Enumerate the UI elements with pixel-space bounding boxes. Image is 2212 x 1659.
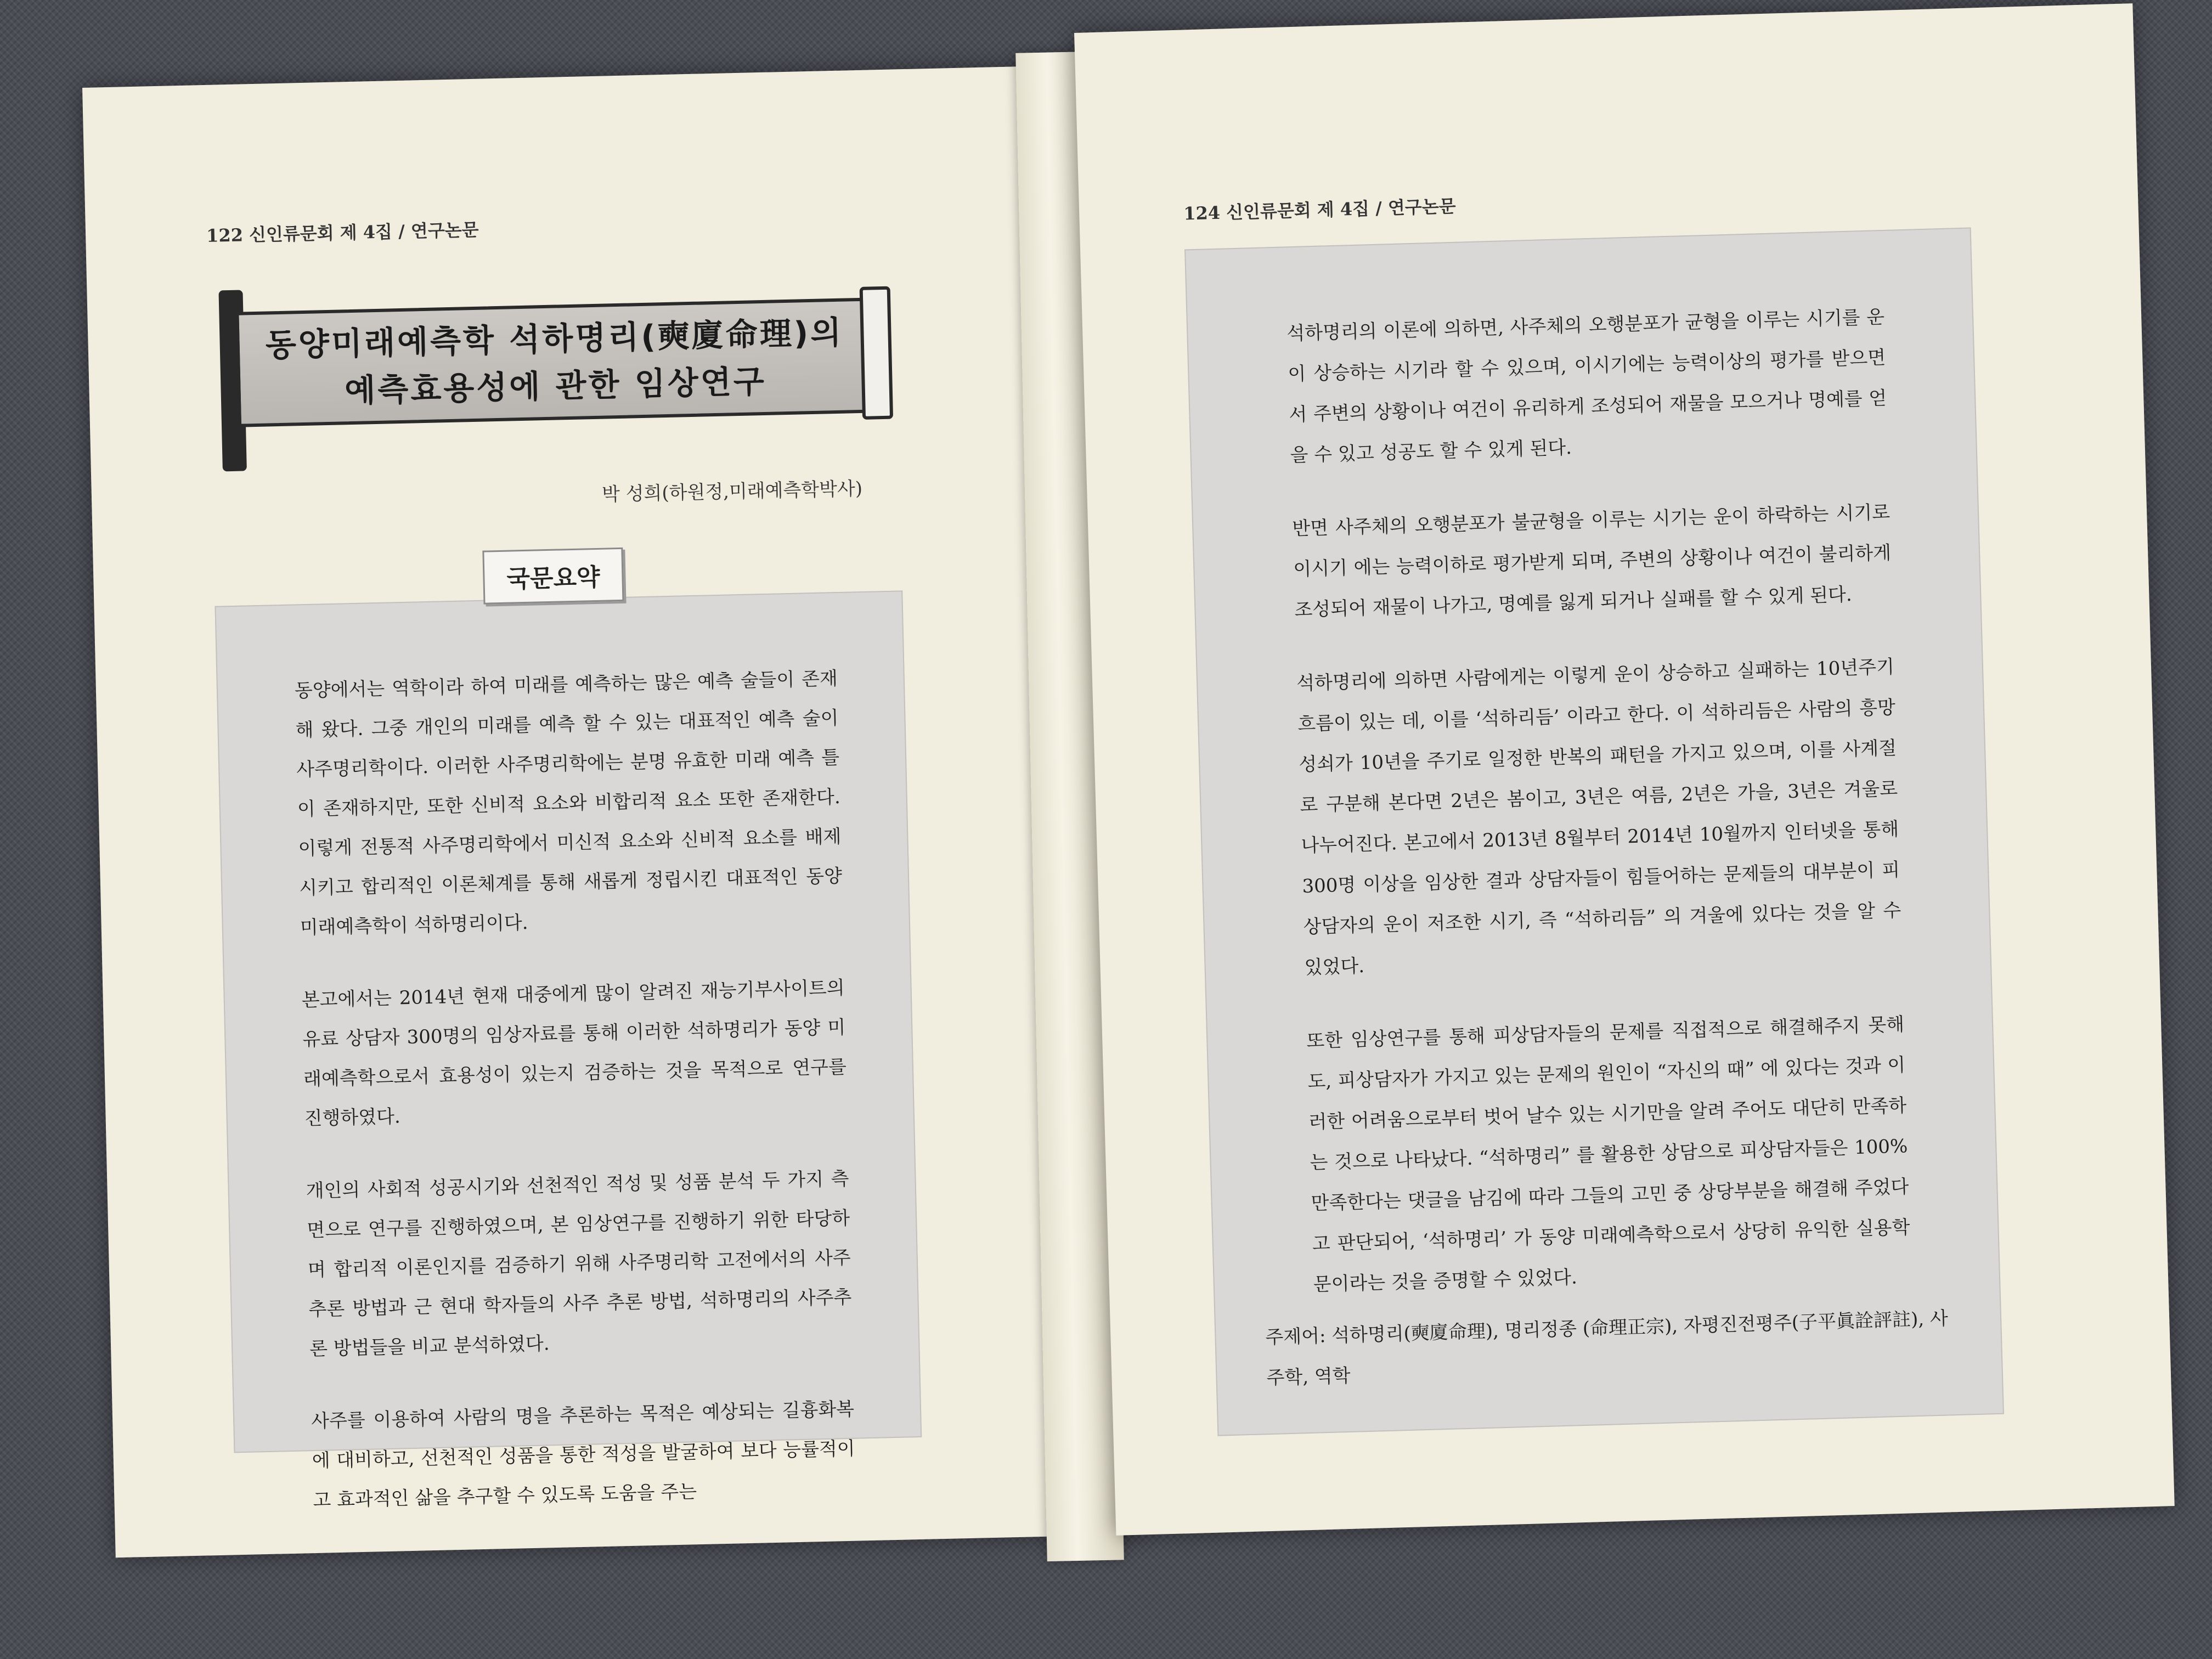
title-line-1: 동양미래예측학 석하명리(奭廈命理)의 (265, 313, 844, 364)
title-line-2: 예측효용성에 관한 임상연구 (344, 362, 767, 410)
page-header-right: 124 신인류문회 제 4집 / 연구논문 (1183, 195, 1457, 224)
summary-paragraph-3: 석하명리에 의하면 사람에게는 이렇게 운이 상승하고 실패하는 10년주기 흐름이 있는 데, 이를 ‘석하리듬’ 이라고 한다. 이 석하리듬은 사람의 흥망성쇠가 10년을 주기로 일정한 반복의 패턴을 가지고 있으며, 이를 사계절로 구분해 본다면 2년은 봄이고, 3년은 여름, 2년은 가을, 3년은 겨울로 나누어진다. 본고에서 2013년 8월부터 2014년 10월까지 인터넷을 통해 300명 이상을 임상한 결과 상담자들이 힘들어하는 문제들의 대부분이 피상담자의 운이 저조한 시기, 즉 “석하리듬” 의 겨울에 있다는 것을 알 수 있었다. (1296, 656, 1901, 979)
summary-paragraph-1: 석하명리의 이론에 의하면, 사주체의 오행분포가 균형을 이루는 시기를 운이 상승하는 시기라 할 수 있으며, 이시기에는 능력이상의 평가를 받으면서 주변의 상황이나 여건이 유리하게 조성되어 재물을 모으거나 명예를 얻을 수 있고 성공도 할 수 있게 된다. (1286, 306, 1887, 467)
abstract-paragraph-3: 개인의 사회적 성공시기와 선천적인 적성 및 성품 분석 두 가지 측면으로 연구를 진행하였으며, 본 임상연구를 진행하기 위한 타당하며 합리적 이론인지를 검증하기 위해 사주명리학 고전에서의 사주추론 방법과 근 현대 학자들의 사주 추론 방법, 석하명리의 사주추론 방법들을 비교 분석하였다. (306, 1167, 852, 1361)
keywords-line: 주제어: 석하명리(奭廈命理), 명리정종 (命理正宗), 자평진전평주(子平眞詮評註), 사주학, 역학 (1265, 1307, 1949, 1390)
summary-paragraph-4: 또한 임상연구를 통해 피상담자들의 문제를 직접적으로 해결해주지 못해도, 피상담자가 가지고 있는 문제의 원인이 “자신의 때” 에 있다는 것과 이러한 어려움으로부터 벗어 날수 있는 시기만을 알려 주어도 대단히 만족하는 것으로 나타났다. “석하명리” 를 활용한 상담으로 피상담자들은 100% 만족한다는 댓글을 남김에 따라 그들의 고민 중 상당부분을 해결해 주었다고 판단되어, ‘석하명리’ 가 동양 미래예측학으로서 상당히 유익한 실용학문이라는 것을 증명할 수 있었다. (1306, 1013, 1910, 1296)
scroll-rod-right (860, 286, 893, 420)
right-book-page (1074, 3, 2175, 1536)
title-banner (235, 297, 874, 427)
abstract-paragraph-1: 동양에서는 역학이라 하여 미래를 예측하는 많은 예측 술들이 존재해 왔다. 그중 개인의 미래를 예측 할 수 있는 대표적인 예측 술이 사주명리학이다. 이러한 사주명리학에는 분명 유효한 미래 예측 틀이 존재하지만, 또한 신비적 요소와 비합리적 요소 또한 존재한다. 이렇게 전통적 사주명리학에서 미신적 요소와 신비적 요소를 배제시키고 합리적인 이론체계를 통해 새롭게 정립시킨 대표적인 동양 미래예측학이 석하명리이다. (294, 668, 843, 939)
abstract-paragraph-2: 본고에서는 2014년 현재 대중에게 많이 알려진 재능기부사이트의 유료 상담자 300명의 임상자료를 통해 이러한 석하명리가 동양 미래예측학으로서 효용성이 있는지 검증하는 것을 목적으로 연구를 진행하였다. (301, 977, 847, 1130)
page-header-left: 122 신인류문회 제 4집 / 연구논문 (206, 219, 479, 246)
abstract-paragraph-4: 사주를 이용하여 사람의 명을 추론하는 목적은 예상되는 길흉화복에 대비하고, 선천적인 성품을 통한 적성을 발굴하여 보다 능률적이고 효과적인 삶을 추구할 수 있도록 도움을 주는 (311, 1398, 856, 1512)
author-line: 박 성희(하원정,미래예측학박사) (601, 477, 863, 506)
summary-box (1184, 227, 2004, 1436)
summary-paragraph-2: 반면 사주체의 오행분포가 불균형을 이루는 시기는 운이 하락하는 시기로 이시기 에는 능력이하로 평가받게 되며, 주변의 상황이나 여건이 불리하게 조성되어 재물이 나가고, 명예를 잃게 되거나 실패를 할 수 있게 된다. (1291, 501, 1892, 622)
abstract-box (215, 590, 922, 1512)
abstract-label: 국문요약 (482, 548, 624, 605)
title-scroll-banner (213, 275, 896, 455)
left-book-page (82, 65, 1136, 1558)
